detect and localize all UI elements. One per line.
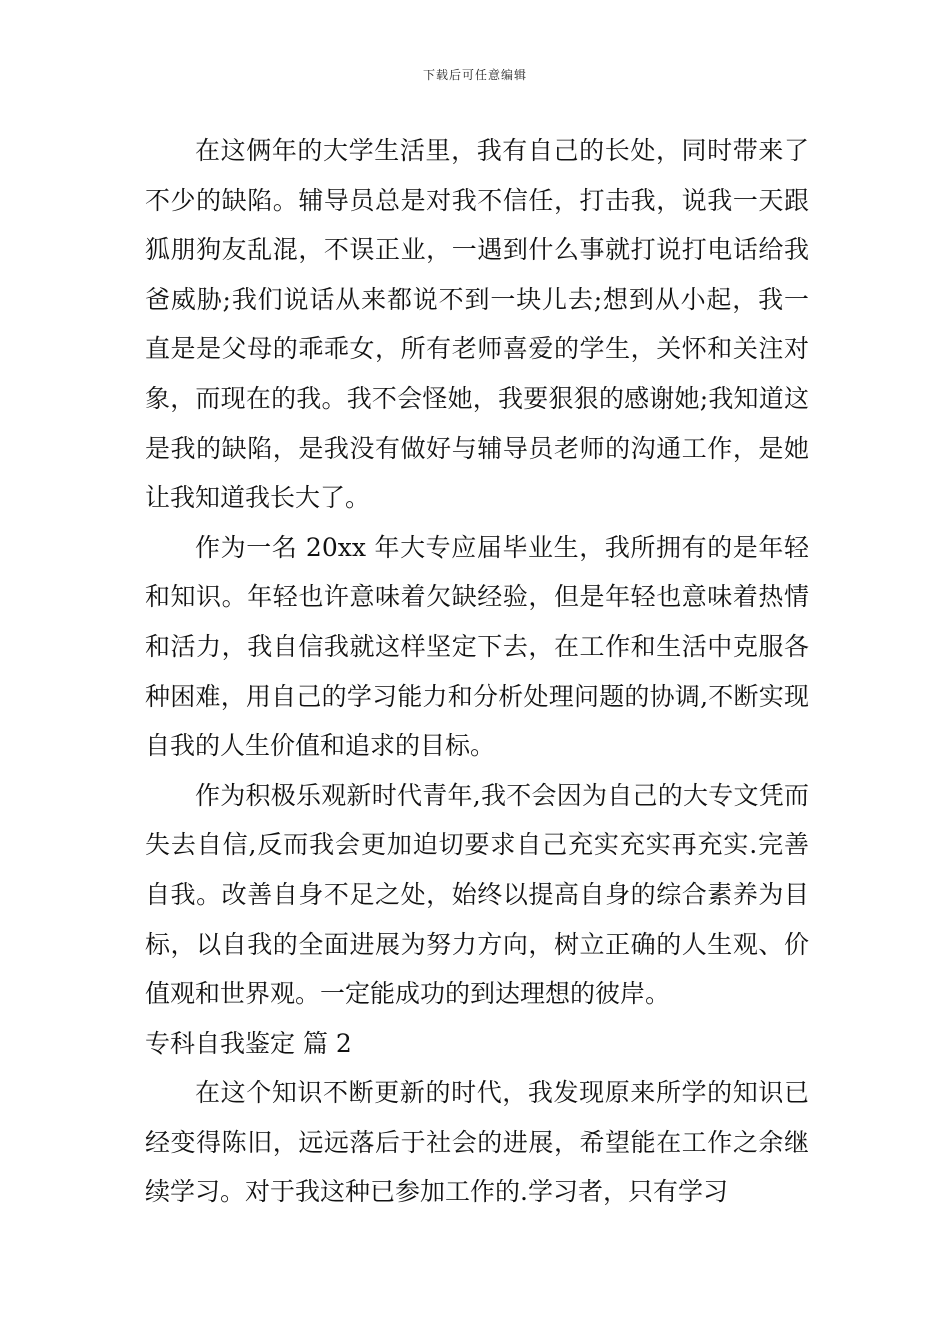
section-heading: 专科自我鉴定 篇 2 xyxy=(145,1028,352,1058)
paragraph-3: 作为积极乐观新时代青年,我不会因为自己的大专文凭而失去自信,反而我会更加迫切要求自己充实充实再充实.完善自我。改善自身不足之处，始终以提高自身的综合素养为目标，以自我的全面进展为努力方向，树立正确的人生观、价值观和世界观。一定能成功的到达理想的彼岸。 xyxy=(145,780,809,1009)
paragraph-4: 在这个知识不断更新的时代，我发现原来所学的知识已经变得陈旧，远远落后于社会的进展，希望能在工作之余继续学习。对于我这种已参加工作的.学习者，只有学习 xyxy=(145,1078,809,1207)
document-body xyxy=(145,126,809,1217)
page-header: 下载后可任意编辑 xyxy=(422,68,527,82)
paragraph-1: 在这俩年的大学生活里，我有自己的长处，同时带来了不少的缺陷。辅导员总是对我不信任，打击我，说我一天跟狐朋狗友乱混，不误正业，一遇到什么事就打说打电话给我爸威胁;我们说话从来都说不到一块儿去;想到从小起，我一直是是父母的乖乖女，所有老师喜爱的学生，关怀和关注对象，而现在的我。我不会怪她，我要狠狠的感谢她;我知道这是我的缺陷，是我没有做好与辅导员老师的沟通工作，是她让我知道我长大了。 xyxy=(145,136,809,513)
paragraph-2: 作为一名 20xx 年大专应届毕业生，我所拥有的是年轻和知识。年轻也许意味着欠缺经验，但是年轻也意味着热情和活力，我自信我就这样坚定下去，在工作和生活中克服各种困难，用自己的学习能力和分析处理问题的协调,不断实现自我的人生价值和追求的目标。 xyxy=(145,532,809,761)
